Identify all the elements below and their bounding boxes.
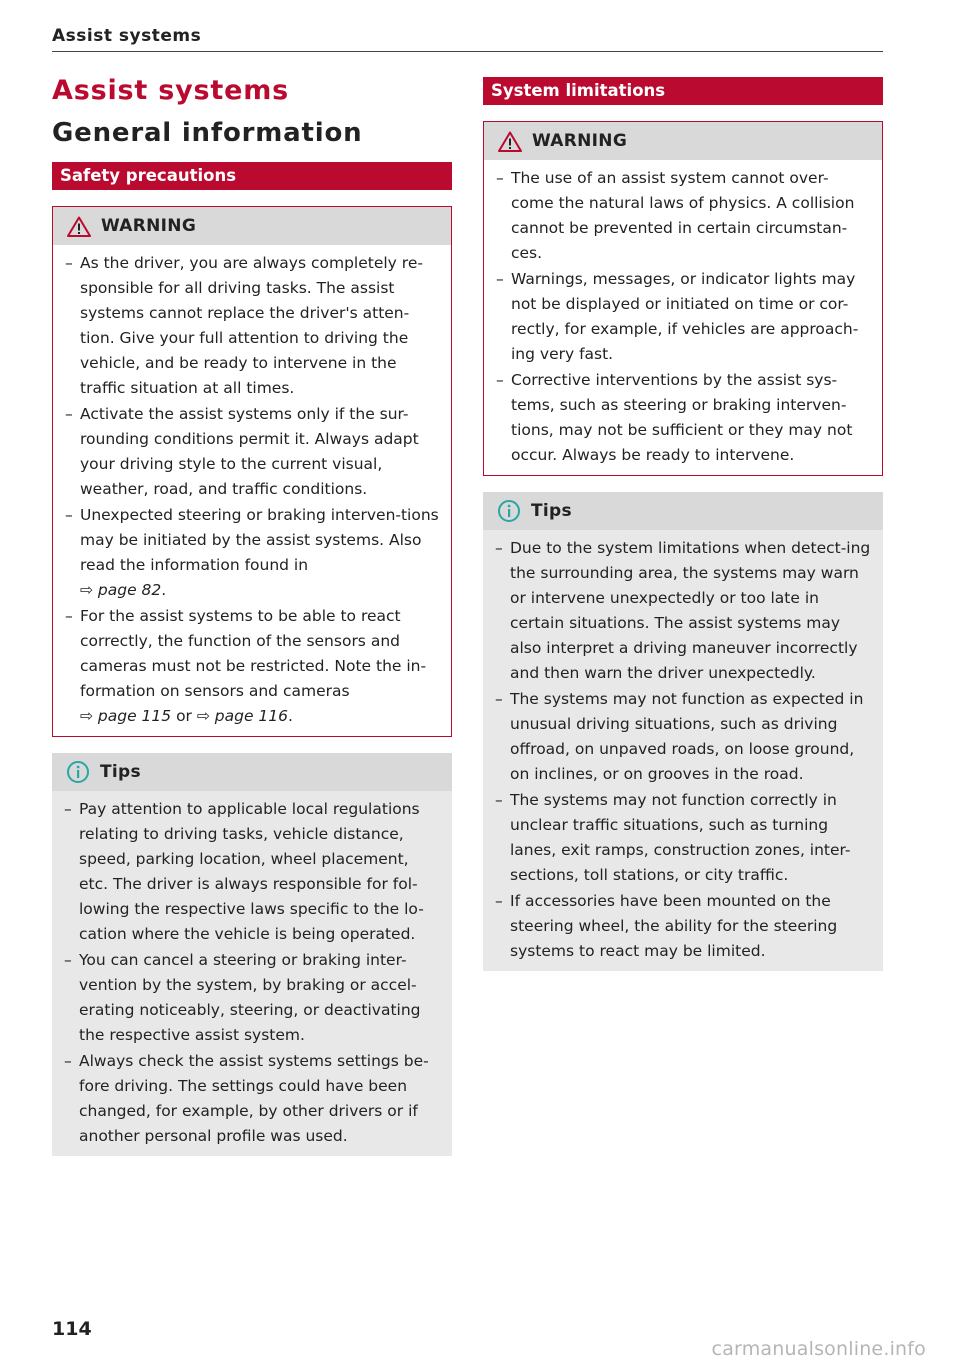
warning-label: WARNING	[532, 131, 628, 151]
page-ref-115[interactable]: ⇨ page 115	[80, 707, 172, 725]
list-item: – Unexpected steering or braking interven-tions may be initiated by the assist systems. Also read the information found in ⇨ page 82.	[65, 503, 439, 603]
list-item: – Corrective interventions by the assist sys-tems, such as steering or braking interven-tions, may not be sufficient or they may not occur. Always be ready to intervene.	[496, 368, 870, 468]
warning-header	[484, 122, 882, 160]
list-item: – If accessories have been mounted on the steering wheel, the ability for the steering systems to react may be limited.	[495, 889, 871, 964]
running-header: Assist systems	[52, 26, 202, 46]
list-item: – The systems may not function correctly in unclear traffic situations, such as turning lanes, exit ramps, construction zones, inter-sections, toll stations, or city traffic.	[495, 788, 871, 888]
list-item: – Activate the assist systems only if the sur-rounding conditions permit it. Always adapt your driving style to the current visual, weather, road, and traffic conditions.	[65, 402, 439, 502]
chapter-title: Assist systems	[52, 75, 290, 106]
warning-box	[52, 206, 452, 737]
tips-label: Tips	[100, 762, 141, 782]
info-icon	[66, 760, 90, 784]
list-item: – Pay attention to applicable local regulations relating to driving tasks, vehicle distance, speed, parking location, wheel placement, etc. The driver is always responsible for fol-lowing the respective laws specific to the lo-cation where the vehicle is being operated.	[64, 797, 440, 947]
section-bar-safety-precautions: Safety precautions	[52, 162, 452, 190]
page-number: 114	[52, 1318, 92, 1340]
tips-label: Tips	[531, 501, 572, 521]
header-rule	[52, 51, 883, 52]
section-bar-system-limitations: System limitations	[483, 77, 883, 105]
tips-box	[52, 753, 452, 1156]
list-item: – Always check the assist systems settings be-fore driving. The settings could have been changed, for example, by other drivers or if another personal profile was used.	[64, 1049, 440, 1149]
warning-box	[483, 121, 883, 476]
warning-header	[53, 207, 451, 245]
tips-box	[483, 492, 883, 971]
tips-header	[52, 753, 452, 791]
list-item: – The systems may not function as expected in unusual driving situations, such as driving offroad, on unpaved roads, on loose ground, on inclines, or on grooves in the road.	[495, 687, 871, 787]
tips-body	[483, 530, 883, 971]
left-column	[52, 74, 452, 1156]
list-item: – As the driver, you are always completely re-sponsible for all driving tasks. The assist systems cannot replace the driver's atten-tion. Give your full attention to driving the vehicle, and be ready to intervene in the traffic situation at all times.	[65, 251, 439, 401]
list-item: – You can cancel a steering or braking inter-vention by the system, by braking or accel-erating noticeably, steering, or deactivating the respective assist system.	[64, 948, 440, 1048]
warning-triangle-icon	[67, 216, 91, 237]
warning-body	[484, 160, 882, 475]
page-ref-116[interactable]: ⇨ page 116	[196, 707, 289, 725]
list-item: – Warnings, messages, or indicator lights may not be displayed or initiated on time or cor-rectly, for example, if vehicles are approach-ing very fast.	[496, 267, 870, 367]
watermark: carmanualsonline.info	[711, 1338, 926, 1360]
list-item: – Due to the system limitations when detect-ing the surrounding area, the systems may warn or intervene unexpectedly or too late in certain situations. The assist systems may also interpret a driving maneuver incorrectly and then warn the driver unexpectedly.	[495, 536, 871, 686]
tips-header	[483, 492, 883, 530]
info-icon	[497, 499, 521, 523]
warning-body	[53, 245, 451, 736]
page-ref-82[interactable]: ⇨ page 82	[80, 581, 162, 599]
list-item: – The use of an assist system cannot over-come the natural laws of physics. A collision cannot be prevented in certain circumstan-ces.	[496, 166, 870, 266]
list-item: – For the assist systems to be able to react correctly, the function of the sensors and cameras must not be restricted. Note the in-formation on sensors and cameras ⇨ page 115 or ⇨ page 116.	[65, 604, 439, 729]
section-title: General information	[52, 118, 363, 148]
list-item-text: Unexpected steering or braking interven-tions may be initiated by the assist systems. Also read the information found in	[80, 506, 439, 574]
warning-label: WARNING	[101, 216, 197, 236]
list-item-text: For the assist systems to be able to react correctly, the function of the sensors and cameras must not be restricted. Note the in-formation on sensors and cameras	[80, 607, 427, 700]
ref-conjunction: or	[176, 707, 192, 725]
tips-body	[52, 791, 452, 1156]
right-column	[483, 77, 883, 971]
warning-triangle-icon	[498, 131, 522, 152]
